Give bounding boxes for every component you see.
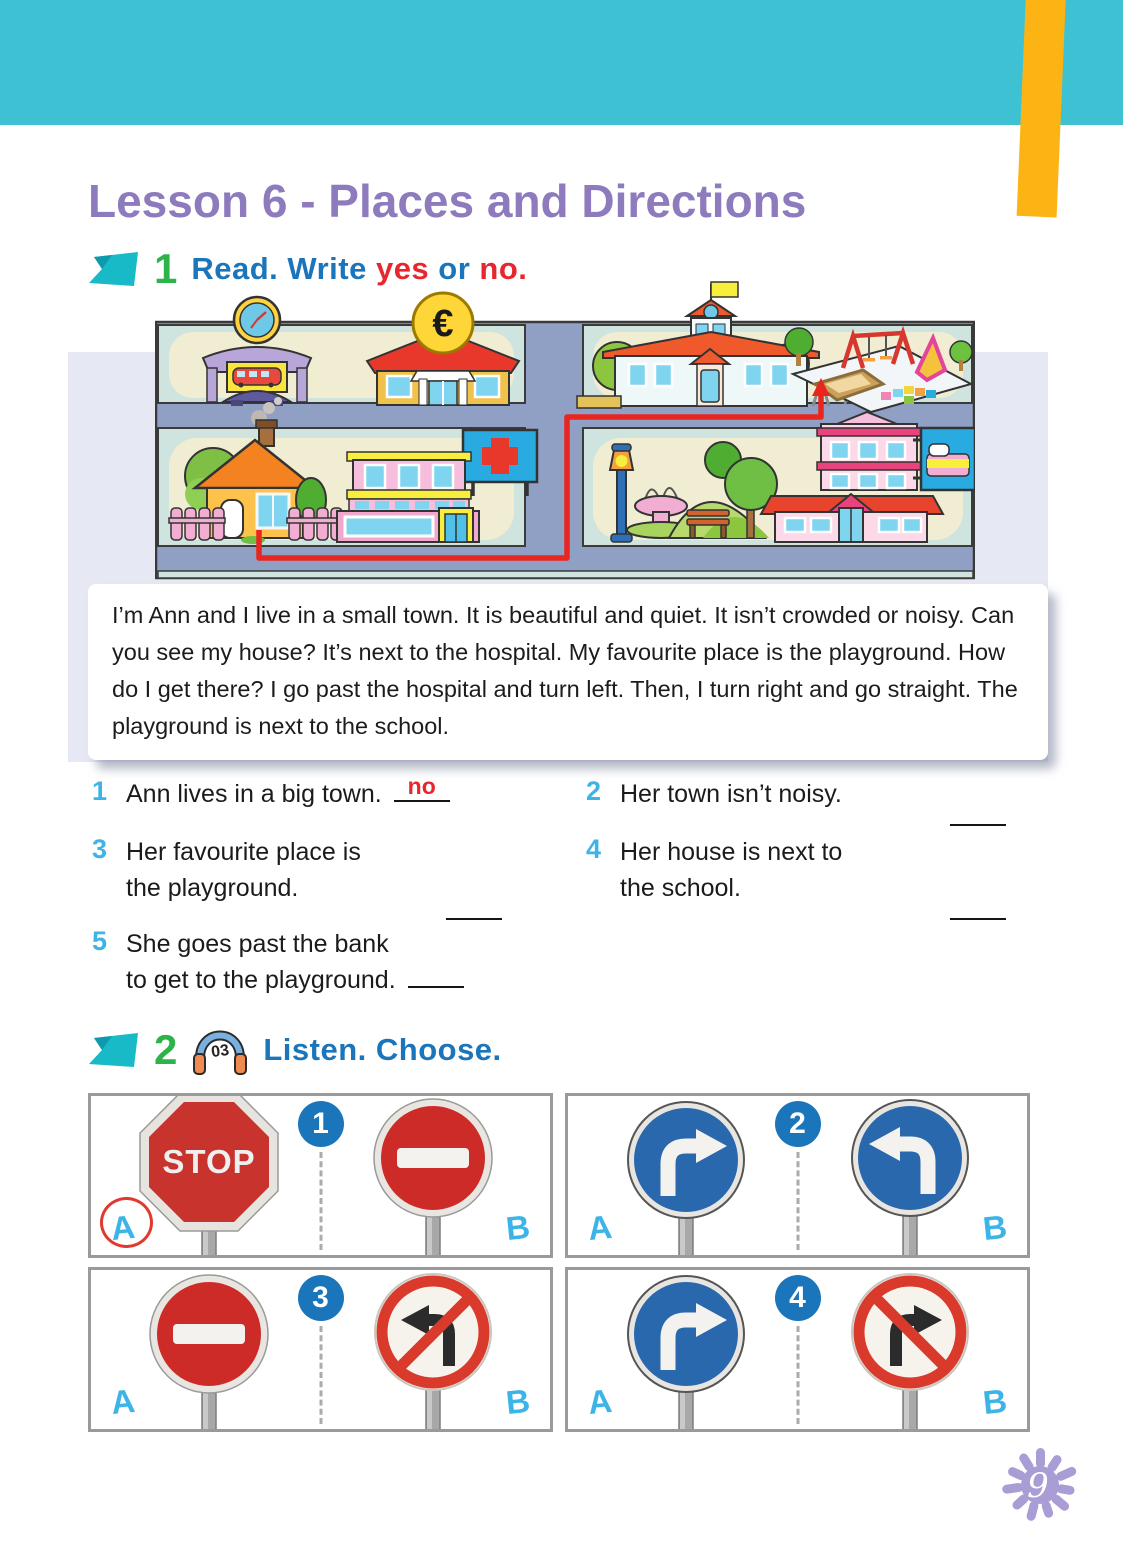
- yellow-stripe: [1017, 0, 1066, 217]
- page-title: Lesson 6 - Places and Directions: [88, 175, 807, 227]
- question-number: 2: [586, 776, 602, 806]
- town-map-illustration: [155, 280, 975, 580]
- question-text: the playground.: [126, 874, 299, 902]
- listening-panel-2: [565, 1093, 1030, 1258]
- answer-blank[interactable]: [446, 894, 502, 920]
- listening-panel-4: [565, 1267, 1030, 1432]
- panel-divider: [796, 1326, 799, 1424]
- question-4: [586, 834, 1006, 906]
- exercise-flag-icon: [88, 250, 140, 288]
- panel-divider: [319, 1326, 322, 1424]
- turn-right-sign[interactable]: [628, 1276, 744, 1392]
- panel-divider: [319, 1152, 322, 1250]
- question-text: Ann lives in a big town.: [126, 780, 382, 808]
- option-b-label[interactable]: B: [504, 1207, 532, 1248]
- question-text: Her town isn’t noisy.: [620, 780, 842, 808]
- panel-number-badge: 4: [775, 1275, 821, 1321]
- hotel-bed-sign-icon: [913, 428, 975, 490]
- exercise2-number: 2: [154, 1026, 178, 1073]
- audio-track-number: 03: [210, 1041, 231, 1062]
- question-3: [92, 834, 502, 906]
- stop-sign[interactable]: [140, 1096, 278, 1231]
- question-2: [586, 776, 1006, 812]
- question-text: to get to the playground.: [126, 966, 396, 994]
- exercise1-instruction: Read. Write yes or no.: [191, 251, 528, 286]
- question-text: the school.: [620, 874, 741, 902]
- question-text: Her favourite place is: [126, 838, 361, 866]
- question-1: [92, 773, 502, 812]
- option-a-label[interactable]: A: [109, 1381, 137, 1422]
- answer-blank[interactable]: [950, 800, 1006, 826]
- question-number: 1: [92, 776, 108, 806]
- panel-number-badge: 2: [775, 1101, 821, 1147]
- option-a-label[interactable]: A: [586, 1207, 614, 1248]
- option-a-label[interactable]: A: [586, 1381, 614, 1422]
- panel-divider: [796, 1152, 799, 1250]
- option-b-label[interactable]: B: [504, 1381, 532, 1422]
- listening-panel-3: [88, 1267, 553, 1432]
- school-flag-icon: [711, 282, 738, 297]
- exercise-flag-icon: [88, 1031, 140, 1069]
- reading-passage: I’m Ann and I live in a small town. It is beautiful and quiet. It isn’t crowded or noisy. Can you see my house? It’s next to the hospital. My favourite place is the playground. How do I get there? I go past the hospital and turn left. Then, I turn right and go straight. The playground is next to the school.: [88, 584, 1048, 760]
- no-left-turn-sign[interactable]: [375, 1274, 491, 1390]
- option-b-label[interactable]: B: [981, 1207, 1009, 1248]
- option-b-label[interactable]: B: [981, 1381, 1009, 1422]
- turn-left-sign[interactable]: [852, 1100, 968, 1216]
- exercise2-instruction: Listen. Choose.: [263, 1032, 502, 1067]
- question-text: Her house is next to: [620, 838, 843, 866]
- listening-panel-1: [88, 1093, 553, 1258]
- headphones-icon: [191, 1022, 249, 1078]
- answer-blank[interactable]: [394, 773, 450, 802]
- answer-blank[interactable]: [950, 894, 1006, 920]
- exercise1-number: 1: [154, 245, 178, 292]
- question-number: 4: [586, 834, 602, 864]
- question-number: 5: [92, 926, 108, 956]
- option-a-label[interactable]: A: [109, 1207, 137, 1248]
- question-5: [92, 926, 502, 998]
- question-text: She goes past the bank: [126, 930, 389, 958]
- panel-number-badge: 3: [298, 1275, 344, 1321]
- exercise2-header: [88, 1022, 502, 1078]
- page-number-splat: [1000, 1444, 1080, 1531]
- turn-right-sign[interactable]: [628, 1102, 744, 1218]
- question-number: 3: [92, 834, 108, 864]
- no-right-turn-sign[interactable]: [852, 1274, 968, 1390]
- euro-symbol: €: [432, 303, 454, 345]
- panel-number-badge: 1: [298, 1101, 344, 1147]
- top-color-band: [0, 0, 1123, 125]
- handwritten-answer: no: [407, 773, 436, 799]
- no-entry-sign[interactable]: [150, 1275, 268, 1393]
- answer-blank[interactable]: [408, 962, 464, 988]
- page-number: 9: [1027, 1466, 1049, 1506]
- no-entry-sign[interactable]: [374, 1099, 492, 1217]
